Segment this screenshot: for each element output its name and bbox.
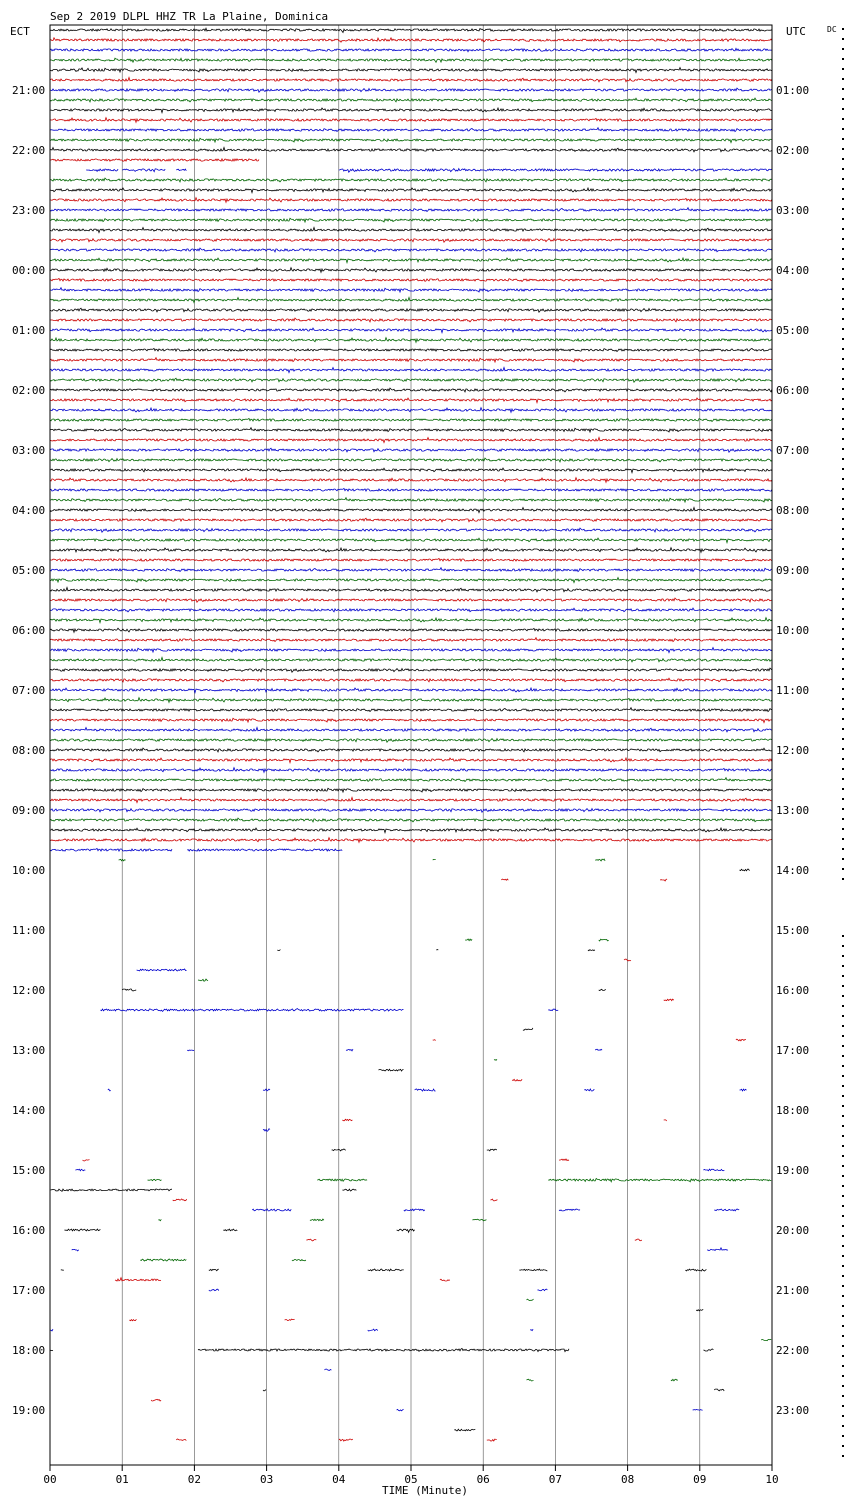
utc-hour-label: 12:00 (776, 744, 810, 757)
ect-hour-label: 16:00 (12, 1224, 46, 1237)
ect-hour-label: 04:00 (12, 504, 46, 517)
utc-hour-label: 11:00 (776, 684, 810, 697)
ect-hour-label: 00:00 (12, 264, 46, 277)
utc-hour-label: 22:00 (776, 1344, 810, 1357)
x-tick-label-00: 00 (43, 1473, 57, 1486)
left-timezone-label: ECT (10, 25, 30, 38)
utc-hour-label: 19:00 (776, 1164, 810, 1177)
chart-title: Sep 2 2019 DLPL HHZ TR La Plaine, Dominica (50, 10, 329, 23)
x-tick-label-03: 03 (259, 1473, 274, 1486)
right-timezone-label: UTC (786, 25, 806, 38)
ect-hour-label: 08:00 (12, 744, 46, 757)
x-tick-label-06: 06 (476, 1473, 490, 1486)
ect-hour-label: 21:00 (12, 84, 46, 97)
x-axis-label: TIME (Minute) (381, 1484, 469, 1497)
ect-hour-label: 11:00 (12, 924, 46, 937)
x-tick-label-08: 08 (620, 1473, 635, 1486)
x-tick-label-10: 10 (765, 1473, 779, 1486)
x-tick-label-04: 04 (332, 1473, 346, 1486)
ect-hour-label: 07:00 (12, 684, 46, 697)
utc-hour-label: 08:00 (776, 504, 810, 517)
utc-hour-label: 10:00 (776, 624, 810, 637)
utc-hour-label: 01:00 (776, 84, 810, 97)
ect-hour-label: 05:00 (12, 564, 46, 577)
ect-hour-label: 17:00 (12, 1284, 46, 1297)
utc-hour-label: 16:00 (776, 984, 810, 997)
x-tick-label-02: 02 (187, 1473, 202, 1486)
utc-hour-label: 03:00 (776, 204, 810, 217)
ect-hour-label: 23:00 (12, 204, 46, 217)
ect-hour-label: 01:00 (12, 324, 46, 337)
ect-hour-label: 13:00 (12, 1044, 46, 1057)
utc-hour-label: 02:00 (776, 144, 810, 157)
dc-corner-label: DC (827, 25, 837, 34)
utc-hour-label: 17:00 (776, 1044, 810, 1057)
utc-hour-label: 14:00 (776, 864, 810, 877)
x-tick-label-01: 01 (115, 1473, 129, 1486)
utc-hour-label: 09:00 (776, 564, 810, 577)
ect-hour-label: 15:00 (12, 1164, 46, 1177)
ect-hour-label: 22:00 (12, 144, 46, 157)
utc-hour-label: 21:00 (776, 1284, 810, 1297)
ect-hour-label: 18:00 (12, 1344, 46, 1357)
x-tick-label-09: 09 (693, 1473, 707, 1486)
utc-hour-label: 05:00 (776, 324, 810, 337)
ect-hour-label: 12:00 (12, 984, 46, 997)
ect-hour-label: 02:00 (12, 384, 46, 397)
utc-hour-label: 23:00 (776, 1404, 810, 1417)
x-tick-label-05: 05 (404, 1473, 418, 1486)
ect-hour-label: 19:00 (12, 1404, 46, 1417)
ect-hour-label: 14:00 (12, 1104, 46, 1117)
utc-hour-label: 06:00 (776, 384, 810, 397)
utc-hour-label: 13:00 (776, 804, 810, 817)
ect-hour-label: 09:00 (12, 804, 46, 817)
utc-hour-label: 20:00 (776, 1224, 810, 1237)
ect-hour-label: 06:00 (12, 624, 46, 637)
ect-hour-label: 10:00 (12, 864, 46, 877)
utc-hour-label: 18:00 (776, 1104, 810, 1117)
utc-hour-label: 04:00 (776, 264, 810, 277)
utc-hour-label: 07:00 (776, 444, 810, 457)
utc-hour-label: 15:00 (776, 924, 810, 937)
ect-hour-label: 03:00 (12, 444, 46, 457)
x-tick-label-07: 07 (548, 1473, 563, 1486)
